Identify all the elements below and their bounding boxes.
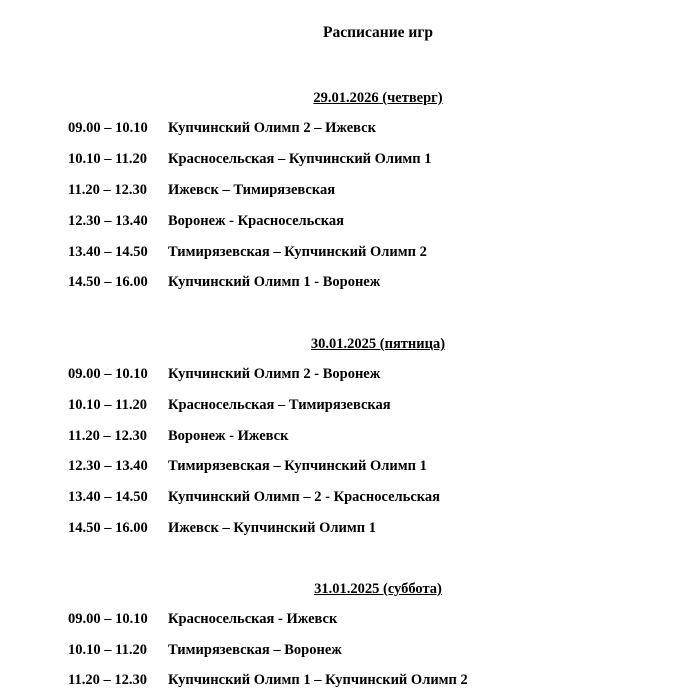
game-time: 14.50 – 16.00	[68, 274, 148, 290]
game-row	[68, 211, 344, 231]
game-match: Тимирязевская – Купчинский Олимп 1	[168, 458, 427, 474]
game-time: 10.10 – 11.20	[68, 151, 147, 167]
game-row	[68, 426, 288, 446]
game-match: Ижевск – Купчинский Олимп 1	[168, 520, 376, 536]
game-row	[68, 180, 335, 200]
page-title: Расписание игр	[323, 24, 433, 41]
game-time: 13.40 – 14.50	[68, 489, 148, 505]
game-match: Красносельская - Ижевск	[168, 611, 338, 627]
game-match: Красносельская – Тимирязевская	[168, 397, 391, 413]
game-row	[68, 118, 376, 138]
game-time: 11.20 – 12.30	[68, 672, 147, 688]
game-time: 09.00 – 10.10	[68, 366, 148, 382]
game-time: 12.30 – 13.40	[68, 213, 148, 229]
game-row	[68, 364, 380, 384]
game-row	[68, 242, 427, 262]
game-row	[68, 670, 468, 690]
game-row	[68, 640, 342, 660]
game-time: 11.20 – 12.30	[68, 428, 147, 444]
game-match: Купчинский Олимп 2 – Ижевск	[168, 120, 376, 136]
game-time: 10.10 – 11.20	[68, 642, 147, 658]
game-row	[68, 487, 440, 507]
game-time: 09.00 – 10.10	[68, 611, 148, 627]
game-row	[68, 149, 432, 169]
game-match: Воронеж - Ижевск	[168, 428, 289, 444]
game-match: Купчинский Олимп – 2 - Красносельская	[168, 489, 440, 505]
game-match: Купчинский Олимп 1 - Воронеж	[168, 274, 381, 290]
game-match: Купчинский Олимп 2 - Воронеж	[168, 366, 381, 382]
game-match: Тимирязевская – Воронеж	[168, 642, 342, 658]
game-time: 12.30 – 13.40	[68, 458, 148, 474]
day-heading: 29.01.2026 (четверг)	[313, 90, 443, 106]
game-time: 10.10 – 11.20	[68, 397, 147, 413]
game-time: 13.40 – 14.50	[68, 244, 148, 260]
game-row	[68, 456, 427, 476]
game-match: Ижевск – Тимирязевская	[168, 182, 336, 198]
game-time: 14.50 – 16.00	[68, 520, 148, 536]
game-row	[68, 518, 376, 538]
game-time: 11.20 – 12.30	[68, 182, 147, 198]
game-match: Красносельская – Купчинский Олимп 1	[168, 151, 432, 167]
game-row	[68, 395, 391, 415]
game-match: Воронеж - Красносельская	[168, 213, 345, 229]
game-match: Тимирязевская – Купчинский Олимп 2	[168, 244, 427, 260]
day-heading: 30.01.2025 (пятница)	[310, 336, 446, 352]
game-time: 09.00 – 10.10	[68, 120, 148, 136]
day-heading: 31.01.2025 (суббота)	[314, 581, 442, 597]
game-row	[68, 609, 337, 629]
game-match: Купчинский Олимп 1 – Купчинский Олимп 2	[168, 672, 468, 688]
game-row	[68, 272, 380, 292]
